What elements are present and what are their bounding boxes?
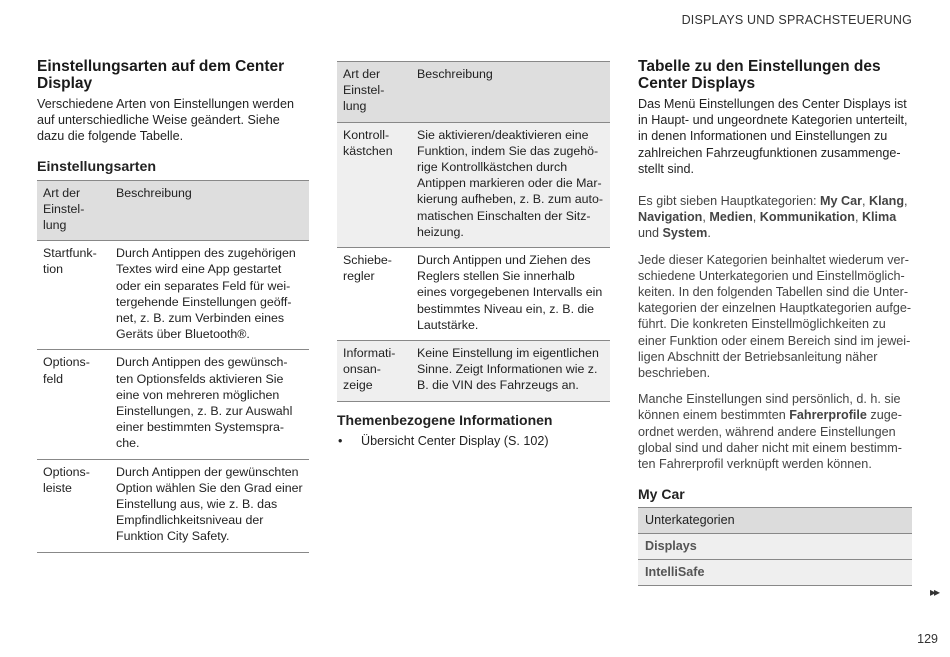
column-left [37,58,309,553]
section-header: DISPLAYS UND SPRACHSTEUERUNG [681,13,912,27]
intro-paragraph: Das Menü Einstellungen des Center Displays ist in Haupt- und ungeordnete Kategorien unterteilt, in denen Informationen und Einstellungen zu zahlreichen Fahrzeugfunktionen zusammenge-stellt sind. [638,97,908,176]
category-kommunikation: Kommunikation [759,210,855,225]
subcategories-paragraph: Jede dieser Kategorien beinhaltet wiederum ver-schiedene Unterkategorien und Einstellmöglich-keiten. In den folgenden Tabellen sind die Unter-kategorien der einzelnen Hauptkategorien aufge-führt. Die konkreten Einstellmöglichkeiten zu einer Funktion oder einem Bereich sind im jewei-ligen Abschnitt der Betriebsanleitung näher beschrieben. [638,252,912,381]
description-cell: Durch Antippen des gewünsch-ten Optionsfelds aktivieren Sie eine von mehreren möglichen Einstellungen, z. B. zur Auswahl einer bestimmten Systemspra-che. [110,350,309,459]
category-my-car: My Car [820,194,863,209]
my-car-title: My Car [638,486,685,503]
my-car-subcategories-table [638,507,912,586]
related-link-text[interactable]: Übersicht Center Display (S. 102) [361,433,549,448]
category-navigation: Navigation [638,210,703,225]
related-link[interactable] [337,433,610,449]
category-system: System [662,226,708,241]
related-info-list [337,433,610,449]
section-title: Einstellungsarten auf dem Center Display [37,58,285,92]
type-cell: Options-leiste [37,459,110,552]
type-cell: Kontroll-kästchen [337,122,411,247]
table-row [37,350,309,459]
category-klang: Klang [869,194,905,209]
categories-paragraph: Es gibt sieben Hauptkategorien: My Car, Klang, Navigation, Medien, Kommunikation, Klima und System. [638,194,908,241]
driver-profiles-term: Fahrerprofile [789,408,867,423]
profiles-paragraph: Manche Einstellungen sind persönlich, d. h. sie können einem bestimmten Fahrerprofile zuge-ordnet werden, während andere Einstellungen global sind und daher nicht mit einem bestimm-ten Fahrerprofil verknüpft werden können. [638,392,902,472]
type-cell: Options-feld [37,350,110,459]
category-klima: Klima [861,210,897,225]
table-row [337,122,610,247]
column-header-type: Art der Einstel-lung [37,180,110,241]
description-cell: Sie aktivieren/deaktivieren eine Funktion, indem Sie das zugehö-rige Kontrollkästchen durch Antippen markieren oder die Mar-kierung aufheben, z. B. zum auto-matischen Einschalten der Sitz-heizung. [411,122,610,247]
table-row [37,459,309,552]
subcategories-header: Unterkategorien [638,507,912,534]
description-cell: Durch Antippen des zugehörigen Textes wird eine App gestartet oder ein separates Feld für wei-tergehende Einstellungen geöff-net, z. B. zum Verbinden eines Geräts über Bluetooth®. [110,241,309,350]
subcategory-intellisafe: IntelliSafe [638,560,912,586]
subcategory-displays: Displays [638,534,912,560]
table-title: Einstellungsarten [37,158,157,175]
description-cell: Keine Einstellung im eigentlichen Sinne. Zeigt Informationen wie z. B. die VIN des Fahrzeugs an. [411,341,610,402]
column-header-description: Beschreibung [110,180,309,241]
type-cell: Schiebe-regler [337,248,411,341]
related-info-title: Themenbezogene Informationen [337,411,553,428]
column-right [638,58,912,586]
type-cell: Startfunk-tion [37,241,110,350]
table-row [37,241,309,350]
intro-paragraph: Verschiedene Arten von Einstellungen werden auf unterschiedliche Weise geändert. Siehe dazu die folgende Tabelle. [37,97,294,144]
table-row [337,248,610,341]
column-header-description: Beschreibung [411,62,610,123]
bullet-icon: • [338,433,343,448]
description-cell: Durch Antippen der gewünschten Option wählen Sie den Grad einer Einstellung aus, wie z. B. das Empfindlichkeitsniveau der Funktion City Safety. [110,459,309,552]
type-cell: Informati-onsan-zeige [337,341,411,402]
next-page-icon: ▸▸ [929,585,938,599]
settings-types-table [37,180,309,553]
column-header-type: Art der Einstel-lung [337,62,411,123]
category-medien: Medien [709,210,753,225]
table-row [337,341,610,402]
column-middle [337,61,610,449]
settings-types-table-continued [337,61,610,402]
page-number: 129 [917,632,938,646]
section-title: Tabelle zu den Einstellungen des Center Displays [638,58,881,92]
description-cell: Durch Antippen und Ziehen des Reglers stellen Sie innerhalb eines vorgegebenen Intervalls ein bestimmtes Niveau ein, z. B. die Lautstärke. [411,248,610,341]
